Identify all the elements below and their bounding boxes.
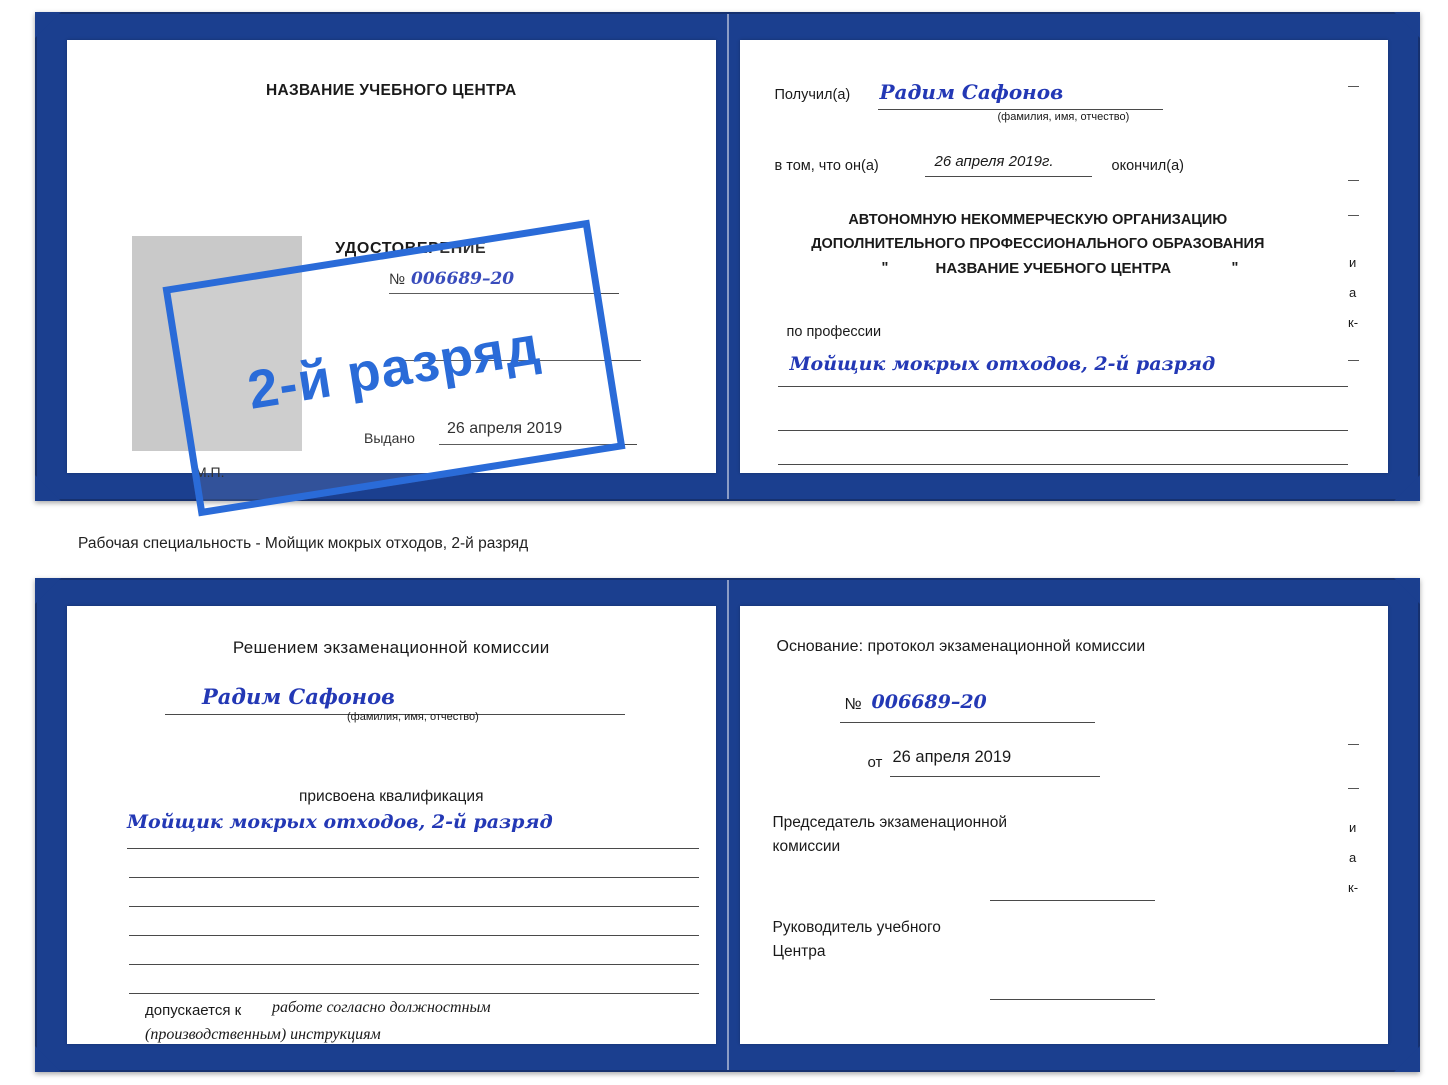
watermark-stamp: 2-й разряд: [163, 220, 626, 517]
page-caption: Рабочая специальность - Мойщик мокрых отходов, 2-й разряд: [78, 535, 529, 552]
doc1-edge-letter-2: а: [1349, 285, 1357, 300]
doc1-right-page: [740, 40, 1389, 473]
doc2-edge-letter-1: и: [1349, 820, 1357, 835]
doc2-qualification-underline: [127, 848, 699, 849]
doc2-qualification-value: Мойщик мокрых отходов, 2-й разряд: [127, 811, 553, 833]
doc1-name-hint: (фамилия, имя, отчество): [997, 111, 1130, 123]
doc2-blank-line-3: [129, 935, 699, 936]
doc1-center-title: НАЗВАНИЕ УЧЕБНОГО ЦЕНТРА: [265, 82, 517, 99]
doc2-date-underline: [890, 776, 1100, 777]
doc2-edge-dash: [1348, 788, 1359, 789]
doc1-number-sign: №: [389, 271, 406, 288]
doc1-org-quote-open: ": [881, 260, 889, 276]
doc1-edge-dash: [1348, 86, 1359, 87]
doc2-date-label: от: [867, 754, 883, 771]
certificate-book-bottom: [35, 578, 1420, 1072]
doc2-blank-line-2: [129, 906, 699, 907]
doc2-edge-letter-3: к-: [1348, 880, 1359, 895]
doc2-admitted-value-line2: (производственным) инструкциям: [145, 1026, 381, 1043]
doc2-basis-label: Основание: протокол экзаменационной комиссии: [776, 638, 1146, 655]
doc1-org-quote-close: ": [1231, 260, 1239, 276]
doc1-org-name: НАЗВАНИЕ УЧЕБНОГО ЦЕНТРА: [935, 260, 1172, 277]
doc2-head-line2: Центра: [772, 943, 826, 960]
doc2-head-signature-line: [990, 999, 1155, 1000]
doc1-profession-value: Мойщик мокрых отходов, 2-й разряд: [789, 353, 1216, 375]
doc1-edge-letter-1: и: [1349, 255, 1357, 270]
doc2-title: Решением экзаменационной комиссии: [232, 638, 550, 657]
doc2-left-page: [67, 606, 716, 1044]
doc1-edge-letter-3: к-: [1348, 315, 1359, 330]
doc2-admitted-label: допускается к: [145, 1002, 242, 1019]
doc2-date-value: 26 апреля 2019: [892, 748, 1012, 766]
doc1-date-underline: [925, 176, 1092, 177]
doc2-blank-line-1: [129, 877, 699, 878]
doc1-issued-label: Выдано: [364, 430, 415, 446]
doc1-received-underline: [878, 109, 1163, 110]
doc2-number-value: 006689–20: [871, 691, 987, 713]
doc2-blank-line-4: [129, 964, 699, 965]
doc2-name-hint: (фамилия, имя, отчество): [347, 711, 479, 723]
doc1-blank-line-3: [778, 464, 1348, 465]
doc2-chairman-line2: комиссии: [772, 838, 841, 855]
doc1-issued-date: 26 апреля 2019: [447, 420, 563, 437]
doc1-finished-label: окончил(а): [1111, 158, 1184, 174]
doc1-profession-label: по профессии: [786, 324, 882, 340]
doc1-edge-dash: [1348, 215, 1359, 216]
doc2-blank-line-5: [129, 993, 699, 994]
doc2-edge-dash: [1348, 744, 1359, 745]
doc1-subtitle: УДОСТОВЕРЕНИЕ: [335, 240, 487, 257]
doc1-that-he-label: в том, что он(а): [774, 158, 879, 174]
doc1-edge-dash: [1348, 180, 1359, 181]
doc1-org-line2: ДОПОЛНИТЕЛЬНОГО ПРОФЕССИОНАЛЬНОГО ОБРАЗОВАНИЯ: [811, 236, 1265, 252]
doc1-org-line1: АВТОНОМНУЮ НЕКОММЕРЧЕСКУЮ ОРГАНИЗАЦИЮ: [848, 212, 1228, 228]
doc2-edge-letter-2: а: [1349, 850, 1357, 865]
doc2-qualification-label: присвоена квалификация: [299, 788, 484, 805]
doc1-blank-line-2: [778, 430, 1348, 431]
doc1-profession-underline: [778, 386, 1348, 387]
doc2-number-sign: №: [844, 696, 862, 713]
doc2-name-value: Радим Сафонов: [202, 684, 395, 709]
doc1-received-label: Получил(а): [774, 87, 851, 103]
doc2-right-page: [740, 606, 1389, 1044]
doc1-date-value: 26 апреля 2019г.: [934, 153, 1054, 170]
doc2-head-line1: Руководитель учебного: [772, 919, 941, 936]
doc1-received-name: Радим Сафонов: [879, 80, 1064, 104]
doc1-edge-dash: [1348, 360, 1359, 361]
doc2-admitted-value-line1: работе согласно должностным: [272, 999, 491, 1016]
doc1-seal-label: М.П.: [195, 464, 225, 480]
doc2-chairman-line1: Председатель экзаменационной: [772, 814, 1007, 831]
doc2-number-underline: [840, 722, 1095, 723]
doc2-chairman-signature-line: [990, 900, 1155, 901]
doc1-number-value: 006689–20: [411, 269, 515, 289]
